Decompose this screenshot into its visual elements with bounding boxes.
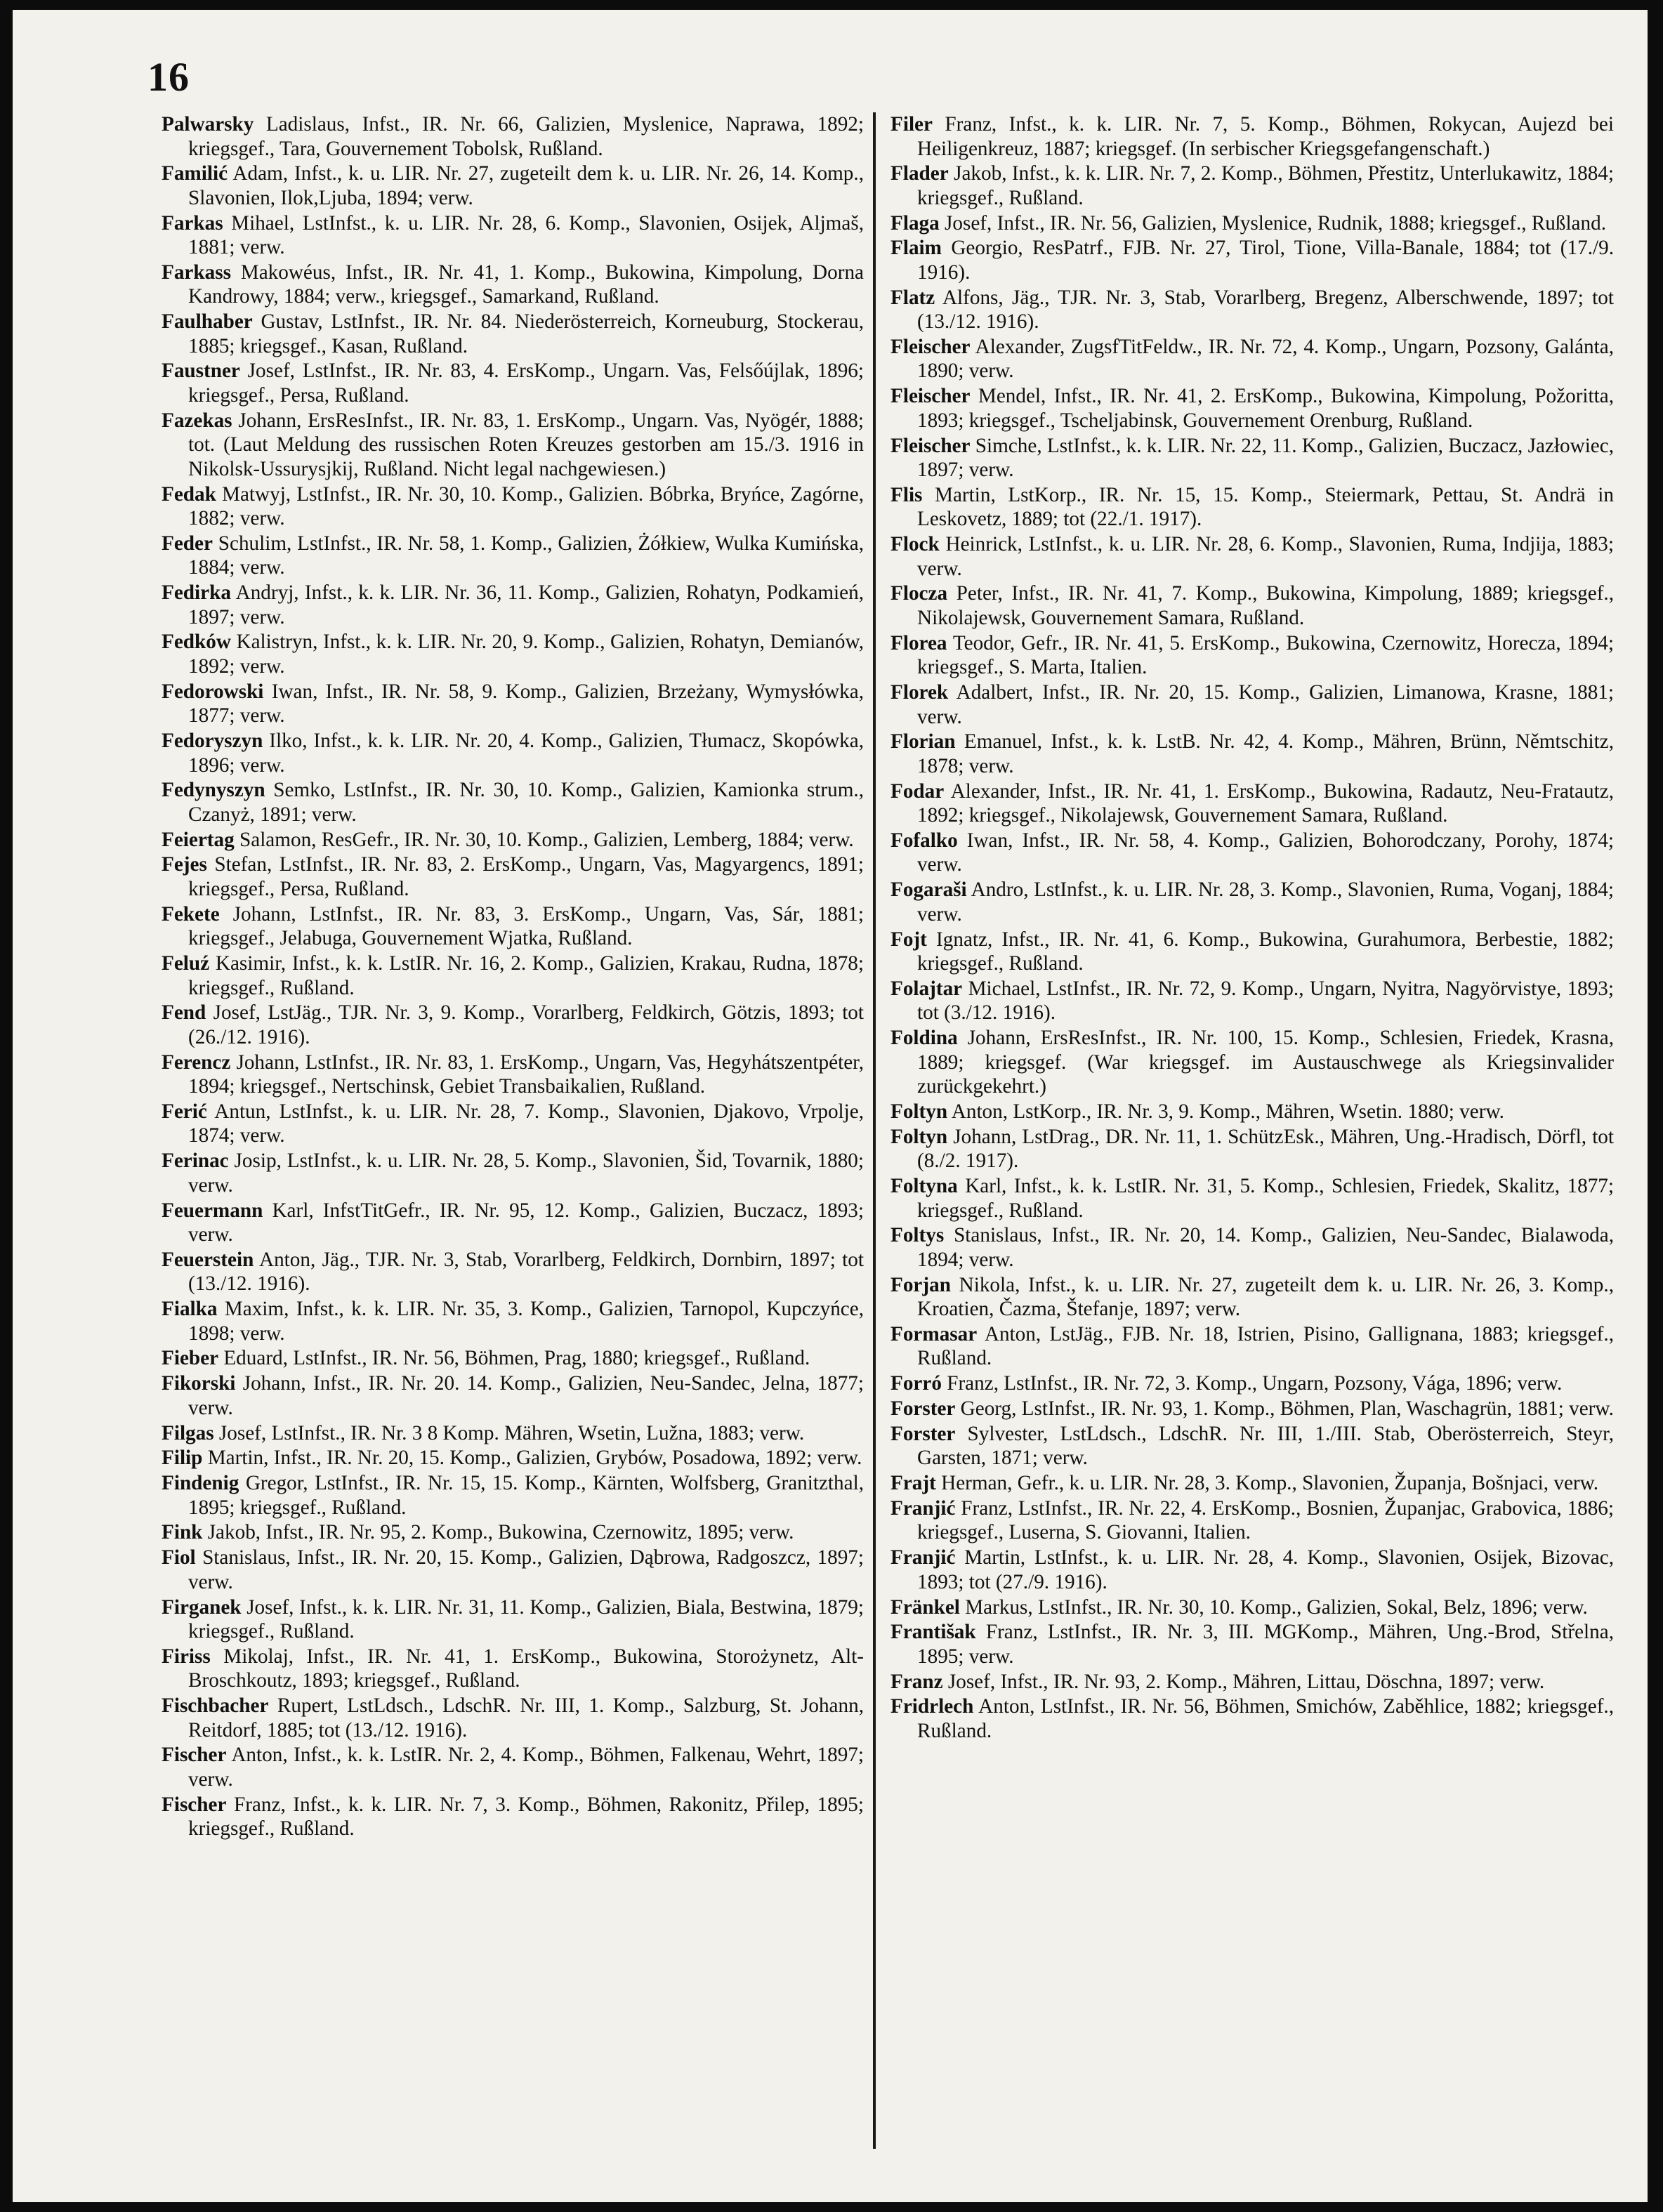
entry-details: Franz, LstInfst., IR. Nr. 22, 4. ErsKomp., Bosnien, Županjac, Grabovica, 1886; kriegsgef., Luserna, S. Giovanni, Italien.: [917, 1496, 1614, 1544]
entry-surname: Fieber: [162, 1347, 219, 1370]
entry-details: Franz, Infst., k. k. LIR. Nr. 7, 5. Komp., Böhmen, Rokycan, Aujezd bei Heiligenkreuz, 1887; kriegsgef. (In serbischer Kriegsgefangenschaft.): [917, 113, 1614, 160]
entry-details: Eduard, LstInfst., IR. Nr. 56, Böhmen, Prag, 1880; kriegsgef., Rußland.: [223, 1347, 810, 1370]
list-entry: [162, 1001, 864, 1049]
entry-details: Makowéus, Infst., IR. Nr. 41, 1. Komp., Bukowina, Kimpolung, Dorna Kandrowy, 1884; verw., kriegsgef., Samarkand, Rußland.: [188, 261, 864, 308]
list-entry: [890, 1371, 1614, 1396]
list-entry: [162, 1743, 864, 1791]
list-entry: [162, 1149, 864, 1197]
entry-surname: Flatz: [890, 286, 935, 309]
entry-details: Ignatz, Infst., IR. Nr. 41, 6. Komp., Bukowina, Gurahumora, Berbestie, 1882; kriegsgef., Rußland.: [917, 928, 1615, 975]
entry-details: Johann, ErsResInfst., IR. Nr. 83, 1. ErsKomp., Ungarn. Vas, Nyögér, 1888; tot. (Laut Meldung des russischen Roten Kreuzes gestorben am 15./3. 1916 in Nikolsk-Ussurysjkij, Rußland. Nicht legal nachgewiesen.): [188, 409, 865, 480]
entry-details: Gregor, LstInfst., IR. Nr. 15, 15. Komp., Kärnten, Wolfsberg, Granitzthal, 1895; kriegsgef., Rußland.: [188, 1472, 864, 1519]
list-entry: [162, 952, 864, 1000]
left-column: [162, 112, 864, 1842]
entry-details: Alfons, Jäg., TJR. Nr. 3, Stab, Vorarlberg, Bregenz, Alberschwende, 1897; tot (13./12. 1916).: [917, 286, 1614, 334]
right-column: [890, 112, 1614, 1744]
entry-surname: Fogaraši: [890, 878, 967, 902]
entry-surname: Ferinac: [162, 1150, 229, 1173]
entry-details: Jakob, Infst., IR. Nr. 95, 2. Komp., Bukowina, Czernowitz, 1895; verw.: [207, 1521, 794, 1544]
list-entry: [162, 162, 864, 210]
list-entry: [162, 359, 864, 407]
list-entry: [162, 1694, 864, 1742]
entry-surname: Foltys: [890, 1224, 945, 1247]
entry-details: Anton, Infst., k. k. LstIR. Nr. 2, 4. Komp., Böhmen, Falkenau, Wehrt, 1897; verw.: [188, 1744, 864, 1791]
entry-details: Adam, Infst., k. u. LIR. Nr. 27, zugeteilt dem k. u. LIR. Nr. 26, 14. Komp., Slavonien, Ilok,Ljuba, 1894; verw.: [188, 162, 864, 209]
list-entry: [162, 778, 864, 827]
entry-surname: Foltyn: [890, 1125, 948, 1148]
list-entry: [890, 1100, 1614, 1124]
entry-surname: Františak: [890, 1621, 976, 1644]
entry-details: Martin, LstKorp., IR. Nr. 15, 15. Komp., Steiermark, Pettau, St. Andrä in Leskovetz, 1889; tot (22./1. 1917).: [917, 483, 1615, 531]
entry-surname: Foltyna: [890, 1175, 958, 1198]
entry-details: Josef, Infst., IR. Nr. 93, 2. Komp., Mähren, Littau, Döschna, 1897; verw.: [947, 1670, 1545, 1693]
list-entry: [162, 729, 864, 777]
entry-details: Franz, Infst., k. k. LIR. Nr. 7, 3. Komp., Böhmen, Rakonitz, Přilep, 1895; kriegsgef., Rußland.: [188, 1793, 864, 1841]
entry-surname: Fend: [162, 1001, 206, 1025]
list-entry: [890, 1273, 1614, 1322]
list-entry: [162, 261, 864, 309]
list-entry: [162, 581, 864, 629]
list-entry: [162, 680, 864, 728]
entry-surname: Forró: [890, 1372, 942, 1395]
entry-details: Ilko, Infst., k. k. LIR. Nr. 20, 4. Komp., Galizien, Tłumacz, Skopówka, 1896; verw.: [188, 730, 864, 777]
entry-details: Kasimir, Infst., k. k. LstIR. Nr. 16, 2. Komp., Galizien, Krakau, Rudna, 1878; kriegsgef., Rußland.: [188, 952, 865, 999]
entry-details: Alexander, ZugsfTitFeldw., IR. Nr. 72, 4. Komp., Ungarn, Pozsony, Galánta, 1890; verw.: [917, 335, 1615, 383]
entry-details: Josef, Infst., IR. Nr. 56, Galizien, Myslenice, Rudnik, 1888; kriegsgef., Rußland.: [945, 211, 1606, 235]
entry-details: Franz, LstInfst., IR. Nr. 72, 3. Komp., Ungarn, Pozsony, Vága, 1896; verw.: [947, 1372, 1563, 1395]
list-entry: [890, 483, 1614, 532]
list-entry: [890, 1026, 1614, 1099]
entry-surname: Fekete: [162, 902, 220, 926]
entry-surname: Fofalko: [890, 829, 958, 852]
list-entry: [162, 532, 864, 580]
list-entry: [890, 1422, 1614, 1470]
entry-details: Sylvester, LstLdsch., LdschR. Nr. III, 1./III. Stab, Oberösterreich, Steyr, Garsten, 1871; verw.: [917, 1422, 1614, 1470]
column-divider: [873, 112, 876, 2149]
list-entry: [162, 409, 864, 482]
list-entry: [162, 630, 864, 678]
entry-details: Iwan, Infst., IR. Nr. 58, 9. Komp., Galizien, Brzeżany, Wymysłówka, 1877; verw.: [188, 680, 865, 728]
entry-details: Schulim, LstInfst., IR. Nr. 58, 1. Komp., Galizien, Żółkiew, Wulka Kumińska, 1884; verw.: [188, 532, 865, 579]
entry-surname: Familić: [162, 162, 228, 185]
list-entry: [890, 829, 1614, 877]
list-entry: [162, 1546, 864, 1594]
entry-details: Emanuel, Infst., k. k. LstB. Nr. 42, 4. Komp., Mähren, Brünn, Němtschitz, 1878; verw.: [917, 730, 1614, 777]
entry-details: Simche, LstInfst., k. k. LIR. Nr. 22, 11. Komp., Galizien, Buczacz, Jazłowiec, 1897; verw.: [917, 434, 1615, 482]
entry-details: Ladislaus, Infst., IR. Nr. 66, Galizien, Myslenice, Naprawa, 1892; kriegsgef., Tara, Gouvernement Tobolsk, Rußland.: [188, 113, 864, 160]
entry-surname: Foltyn: [890, 1100, 948, 1123]
entry-details: Anton, LstInfst., IR. Nr. 56, Böhmen, Smichów, Zaběhlice, 1882; kriegsgef., Rußland.: [917, 1695, 1615, 1742]
entry-details: Johann, ErsResInfst., IR. Nr. 100, 15. Komp., Schlesien, Friedek, Krasna, 1889; kriegsgef. (War kriegsgef. im Austauschwege als Kriegsinvalider zurückgekehrt.): [917, 1027, 1615, 1098]
list-entry: [162, 1520, 864, 1545]
entry-details: Andryj, Infst., k. k. LIR. Nr. 36, 11. Komp., Galizien, Rohatyn, Podkamień, 1897; verw.: [188, 581, 864, 628]
entry-details: Martin, LstInfst., k. u. LIR. Nr. 28, 4. Komp., Slavonien, Osijek, Bizovac, 1893; tot (27./9. 1916).: [917, 1546, 1614, 1593]
entry-surname: Feder: [162, 532, 213, 555]
list-entry: [890, 779, 1614, 828]
list-entry: [162, 1595, 864, 1644]
list-entry: [890, 112, 1614, 161]
list-entry: [162, 1793, 864, 1841]
entry-surname: Fazekas: [162, 409, 232, 432]
entry-details: Salamon, ResGefr., IR. Nr. 30, 10. Komp., Galizien, Lemberg, 1884; verw.: [239, 828, 854, 851]
list-entry: [890, 1223, 1614, 1272]
entry-surname: Firganek: [162, 1595, 242, 1619]
entry-details: Adalbert, Infst., IR. Nr. 20, 15. Komp., Galizien, Limanowa, Krasne, 1881; verw.: [917, 681, 1614, 728]
entry-details: Anton, Jäg., TJR. Nr. 3, Stab, Vorarlberg, Feldkirch, Dornbirn, 1897; tot (13./12. 1916).: [188, 1248, 864, 1296]
entry-surname: Fedak: [162, 482, 216, 506]
entry-surname: Franjić: [890, 1496, 956, 1520]
entry-surname: Foldina: [890, 1027, 958, 1050]
entry-surname: Farkass: [162, 261, 231, 284]
entry-details: Rupert, LstLdsch., LdschR. Nr. III, 1. Komp., Salzburg, St. Johann, Reitdorf, 1885; tot (13./12. 1916).: [188, 1694, 864, 1742]
entry-surname: Palwarsky: [162, 113, 254, 136]
entry-surname: Feluź: [162, 952, 210, 975]
entry-surname: Forster: [890, 1422, 956, 1445]
entry-surname: Fischbacher: [162, 1694, 269, 1718]
entry-details: Andro, LstInfst., k. u. LIR. Nr. 28, 3. Komp., Slavonien, Ruma, Voganj, 1884; verw.: [917, 878, 1614, 926]
list-entry: [890, 680, 1614, 729]
entry-surname: Flocza: [890, 582, 948, 605]
list-entry: [890, 1620, 1614, 1668]
entry-details: Martin, Infst., IR. Nr. 20, 15. Komp., Galizien, Grybów, Posadowa, 1892; verw.: [207, 1447, 862, 1470]
list-entry: [162, 852, 864, 901]
entry-details: Nikola, Infst., k. u. LIR. Nr. 27, zugeteilt dem k. u. LIR. Nr. 26, 3. Komp., Kroatien, Čazma, Štefanje, 1897; verw.: [917, 1273, 1614, 1321]
entry-surname: Flock: [890, 533, 940, 556]
entry-details: Iwan, Infst., IR. Nr. 58, 4. Komp., Galizien, Bohorodczany, Porohy, 1874; verw.: [917, 829, 1614, 876]
entry-surname: Flader: [890, 162, 949, 185]
entry-details: Johann, Infst., IR. Nr. 20. 14. Komp., Galizien, Neu-Sandec, Jelna, 1877; verw.: [188, 1372, 865, 1419]
entry-surname: Feuerstein: [162, 1248, 254, 1271]
entry-surname: Ferić: [162, 1100, 207, 1123]
entry-details: Jakob, Infst., k. k. LIR. Nr. 7, 2. Komp., Böhmen, Přestitz, Unterlukawitz, 1884; kriegsgef., Rußland.: [917, 162, 1615, 209]
list-entry: [162, 310, 864, 358]
list-entry: [162, 1248, 864, 1296]
entry-surname: Filer: [890, 113, 933, 136]
entry-details: Herman, Gefr., k. u. LIR. Nr. 28, 3. Komp., Slavonien, Županja, Bošnjaci, verw.: [941, 1472, 1599, 1495]
entry-surname: Fiol: [162, 1546, 196, 1569]
entry-details: Josef, LstInfst., IR. Nr. 3 8 Komp. Mähren, Wsetin, Lužna, 1883; verw.: [218, 1421, 805, 1444]
entry-details: Antun, LstInfst., k. u. LIR. Nr. 28, 7. Komp., Slavonien, Djakovo, Vrpolje, 1874; verw.: [188, 1100, 865, 1147]
list-entry: [890, 1322, 1614, 1371]
entry-surname: Firiss: [162, 1645, 211, 1668]
list-entry: [890, 1174, 1614, 1223]
list-entry: [890, 1125, 1614, 1173]
entry-surname: Florea: [890, 631, 947, 654]
list-entry: [162, 828, 864, 852]
entry-surname: Flis: [890, 483, 923, 506]
entry-surname: Feuermann: [162, 1199, 263, 1222]
entry-details: Mihael, LstInfst., k. u. LIR. Nr. 28, 6. Komp., Slavonien, Osijek, Aljmaš, 1881; verw.: [188, 211, 864, 259]
list-entry: [890, 1471, 1614, 1496]
entry-details: Georgio, ResPatrf., FJB. Nr. 27, Tirol, Tione, Villa-Banale, 1884; tot (17./9. 1916).: [917, 237, 1615, 284]
entry-details: Markus, LstInfst., IR. Nr. 30, 10. Komp., Galizien, Sokal, Belz, 1896; verw.: [965, 1595, 1588, 1619]
list-entry: [162, 902, 864, 951]
list-entry: [162, 1199, 864, 1247]
entry-details: Matwyj, LstInfst., IR. Nr. 30, 10. Komp., Galizien. Bóbrka, Bryńce, Zagórne, 1882; verw.: [188, 482, 865, 530]
list-entry: [890, 730, 1614, 778]
list-entry: [162, 1100, 864, 1148]
list-entry: [890, 532, 1614, 581]
entry-surname: Fleischer: [890, 434, 971, 457]
entry-details: Josip, LstInfst., k. u. LIR. Nr. 28, 5. Komp., Slavonien, Šid, Tovarnik, 1880; verw.: [188, 1150, 865, 1197]
list-entry: [162, 211, 864, 260]
entry-surname: Forster: [890, 1397, 956, 1421]
list-entry: [890, 878, 1614, 926]
entry-details: Johann, LstInfst., IR. Nr. 83, 3. ErsKomp., Ungarn, Vas, Sár, 1881; kriegsgef., Jelabuga, Gouvernement Wjatka, Rußland.: [188, 902, 865, 950]
list-entry: [890, 384, 1614, 433]
entry-surname: Fleischer: [890, 335, 971, 358]
entry-details: Anton, LstKorp., IR. Nr. 3, 9. Komp., Mähren, Wsetin. 1880; verw.: [951, 1100, 1504, 1123]
list-entry: [162, 482, 864, 531]
entry-surname: Frajt: [890, 1472, 936, 1495]
entry-surname: Fischer: [162, 1793, 227, 1816]
entry-details: Karl, InfstTitGefr., IR. Nr. 95, 12. Komp., Galizien, Buczacz, 1893; verw.: [188, 1199, 865, 1246]
entry-surname: Findenig: [162, 1472, 239, 1495]
list-entry: [890, 236, 1614, 284]
entry-details: Mendel, Infst., IR. Nr. 41, 2. ErsKomp., Bukowina, Kimpolung, Požoritta, 1893; kriegsgef., Tscheljabinsk, Gouvernement Orenburg, Rußland.: [917, 385, 1615, 432]
entry-surname: Fikorski: [162, 1372, 236, 1395]
entry-surname: Faulhaber: [162, 310, 253, 334]
page-number: 16: [147, 54, 190, 100]
list-entry: [890, 434, 1614, 482]
entry-surname: Forjan: [890, 1273, 951, 1296]
entry-details: Johann, LstInfst., IR. Nr. 83, 1. ErsKomp., Ungarn, Vas, Hegyhátszentpéter, 1894; kriegsgef., Nertschinsk, Gebiet Transbaikalien, Rußland.: [188, 1051, 865, 1098]
entry-details: Mikolaj, Infst., IR. Nr. 41, 1. ErsKomp., Bukowina, Storożynetz, Alt-Broschkoutz, 1893; kriegsgef., Rußland.: [188, 1645, 864, 1692]
entry-details: Semko, LstInfst., IR. Nr. 30, 10. Komp., Galizien, Kamionka strum., Czanyż, 1891; verw.: [188, 779, 864, 826]
entry-details: Josef, LstJäg., TJR. Nr. 3, 9. Komp., Vorarlberg, Feldkirch, Götzis, 1893; tot (26./12. 1916).: [188, 1001, 865, 1048]
list-entry: [162, 1371, 864, 1420]
entry-surname: Filgas: [162, 1421, 214, 1444]
list-entry: [162, 1446, 864, 1470]
entry-details: Stanislaus, Infst., IR. Nr. 20, 14. Komp., Galizien, Neu-Sandec, Bialawoda, 1894; verw.: [917, 1224, 1615, 1271]
entry-surname: Fridrlech: [890, 1695, 974, 1718]
entry-surname: Ferencz: [162, 1051, 231, 1074]
list-entry: [890, 977, 1614, 1025]
entry-surname: Farkas: [162, 211, 223, 235]
entry-details: Karl, Infst., k. k. LstIR. Nr. 31, 5. Komp., Schlesien, Friedek, Skalitz, 1877; kriegsgef., Rußland.: [917, 1175, 1614, 1222]
list-entry: [890, 581, 1614, 630]
entry-surname: Florian: [890, 730, 956, 753]
list-entry: [890, 286, 1614, 334]
list-entry: [890, 1595, 1614, 1620]
entry-details: Anton, LstJäg., FJB. Nr. 18, Istrien, Pisino, Gallignana, 1883; kriegsgef., Rußland.: [917, 1322, 1614, 1370]
entry-surname: Fedynyszyn: [162, 779, 265, 802]
entry-details: Gustav, LstInfst., IR. Nr. 84. Niederösterreich, Korneuburg, Stockerau, 1885; kriegsgef., Kasan, Rußland.: [188, 310, 864, 357]
entry-surname: Flaga: [890, 211, 940, 235]
entry-surname: Fränkel: [890, 1595, 960, 1619]
entry-details: Alexander, Infst., IR. Nr. 41, 1. ErsKomp., Bukowina, Radautz, Neu-Fratautz, 1892; kriegsgef., Nikolajewsk, Gouvernement Samara, Rußland.: [917, 779, 1614, 827]
entry-details: Heinrick, LstInfst., k. u. LIR. Nr. 28, 6. Komp., Slavonien, Ruma, Indjija, 1883; verw.: [917, 533, 1614, 580]
list-entry: [890, 1496, 1614, 1545]
list-entry: [162, 1346, 864, 1371]
entry-details: Maxim, Infst., k. k. LIR. Nr. 35, 3. Komp., Galizien, Tarnopol, Kupczyńce, 1898; verw.: [188, 1298, 865, 1345]
entry-surname: Franz: [890, 1670, 943, 1693]
entry-details: Stanislaus, Infst., IR. Nr. 20, 15. Komp., Galizien, Dąbrowa, Radgoszcz, 1897; verw.: [188, 1546, 865, 1593]
entry-details: Teodor, Gefr., IR. Nr. 41, 5. ErsKomp., Bukowina, Czernowitz, Horecza, 1894; kriegsgef., S. Marta, Italien.: [917, 631, 1615, 679]
list-entry: [890, 1546, 1614, 1594]
entry-details: Michael, LstInfst., IR. Nr. 72, 9. Komp., Ungarn, Nyitra, Nagyörvistye, 1893; tot (3./12. 1916).: [917, 977, 1615, 1025]
entry-surname: Fedoryszyn: [162, 730, 263, 753]
entry-surname: Fojt: [890, 928, 927, 951]
list-entry: [890, 1397, 1614, 1421]
entry-surname: Fedków: [162, 631, 231, 654]
list-entry: [162, 1051, 864, 1099]
entry-details: Josef, LstInfst., IR. Nr. 83, 4. ErsKomp., Ungarn. Vas, Felsőújlak, 1896; kriegsgef., Persa, Rußland.: [188, 360, 865, 407]
entry-surname: Florek: [890, 681, 949, 704]
list-entry: [890, 1694, 1614, 1743]
entry-details: Kalistryn, Infst., k. k. LIR. Nr. 20, 9. Komp., Galizien, Rohatyn, Demianów, 1892; verw.: [188, 631, 864, 678]
entry-surname: Formasar: [890, 1322, 978, 1345]
list-entry: [162, 1421, 864, 1446]
list-entry: [162, 112, 864, 161]
entry-details: Peter, Infst., IR. Nr. 41, 7. Komp., Bukowina, Kimpolung, 1889; kriegsgef., Nikolajewsk, Gouvernement Samara, Rußland.: [917, 582, 1615, 629]
entry-surname: Fink: [162, 1521, 203, 1544]
list-entry: [890, 928, 1614, 976]
list-entry: [890, 631, 1614, 680]
entry-surname: Fejes: [162, 853, 207, 876]
list-entry: [162, 1471, 864, 1520]
list-entry: [890, 1670, 1614, 1694]
entry-surname: Franjić: [890, 1546, 956, 1569]
entry-surname: Fodar: [890, 779, 945, 803]
entry-details: Georg, LstInfst., IR. Nr. 93, 1. Komp., Böhmen, Plan, Waschagrün, 1881; verw.: [960, 1397, 1614, 1421]
entry-details: Josef, Infst., k. k. LIR. Nr. 31, 11. Komp., Galizien, Biala, Bestwina, 1879; kriegsgef., Rußland.: [188, 1595, 864, 1642]
entry-details: Stefan, LstInfst., IR. Nr. 83, 2. ErsKomp., Ungarn, Vas, Magyargencs, 1891; kriegsgef., Persa, Rußland.: [188, 853, 865, 900]
entry-surname: Folajtar: [890, 977, 963, 1000]
entry-details: Johann, LstDrag., DR. Nr. 11, 1. SchützEsk., Mähren, Ung.-Hradisch, Dörfl, tot (8./2. 1917).: [917, 1125, 1615, 1173]
entry-details: Franz, LstInfst., IR. Nr. 3, III. MGKomp., Mähren, Ung.-Brod, Střelna, 1895; verw.: [917, 1621, 1614, 1668]
list-entry: [890, 162, 1614, 210]
list-entry: [162, 1297, 864, 1345]
entry-surname: Filip: [162, 1447, 203, 1470]
entry-surname: Fleischer: [890, 385, 971, 408]
entry-surname: Fialka: [162, 1298, 218, 1321]
entry-surname: Feiertag: [162, 828, 235, 851]
entry-surname: Fischer: [162, 1744, 227, 1767]
entry-surname: Faustner: [162, 360, 240, 383]
entry-surname: Fedirka: [162, 581, 231, 605]
list-entry: [890, 211, 1614, 236]
list-entry: [162, 1645, 864, 1693]
entry-surname: Flaim: [890, 237, 942, 260]
entry-surname: Fedorowski: [162, 680, 264, 703]
list-entry: [890, 335, 1614, 383]
